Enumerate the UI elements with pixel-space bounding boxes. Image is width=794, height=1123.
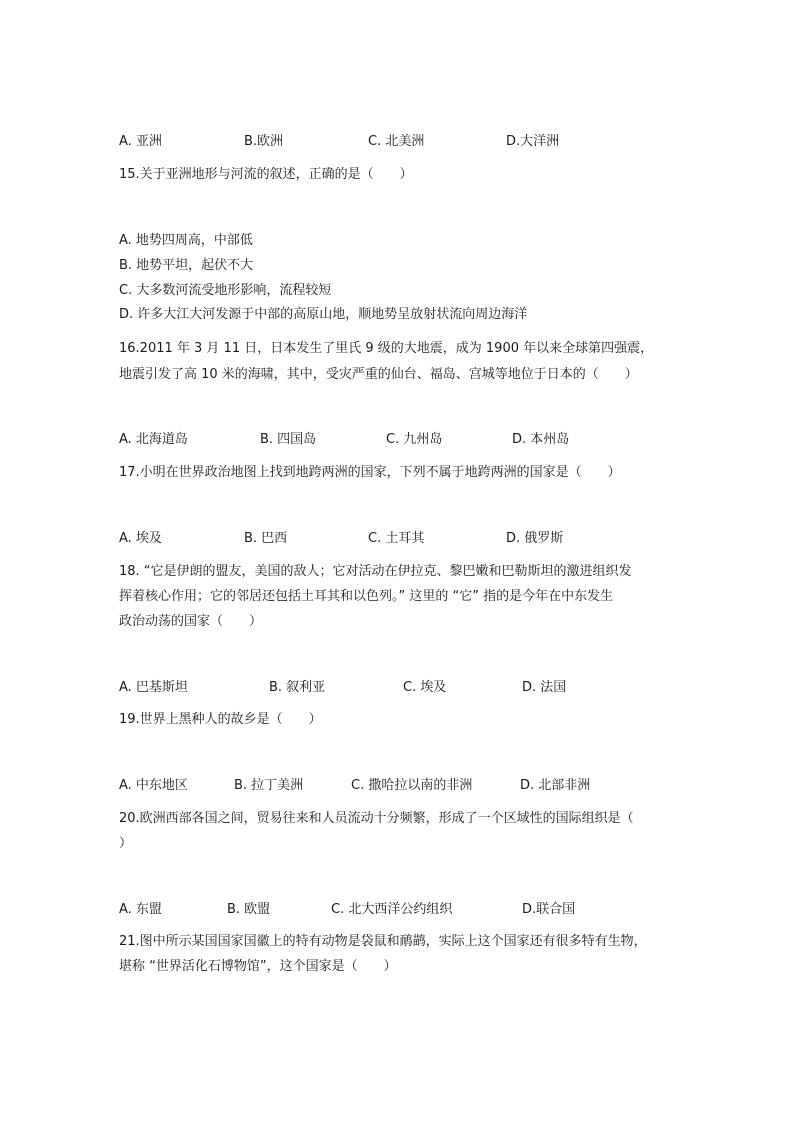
q19-option-b: B. 拉丁美洲: [234, 778, 304, 793]
q16-stem-line-1: 16.2011 年 3 月 11 日，日本发生了里氏 9 级的大地震，成为 1900 年以来全球第四强震，: [119, 341, 654, 356]
q21-stem-line-2: 堪称 “世界活化石博物馆”，这个国家是（ ）: [119, 959, 397, 974]
q20-option-c: C. 北大西洋公约组织: [331, 902, 453, 917]
q17-option-b: B. 巴西: [244, 531, 288, 546]
q18-option-d: D. 法国: [522, 680, 567, 695]
q19-option-d: D. 北部非洲: [520, 778, 591, 793]
q20-stem-line-2: ）: [119, 836, 133, 851]
q18-option-b: B. 叙利亚: [269, 680, 326, 695]
q17-option-c: C. 土耳其: [368, 531, 425, 546]
q14-option-c: C. 北美洲: [368, 134, 425, 149]
q15-option-c: C. 大多数河流受地形影响，流程较短: [119, 283, 332, 298]
q16-option-c: C. 九州岛: [386, 432, 443, 447]
q15-stem: 15.关于亚洲地形与河流的叙述，正确的是（ ）: [119, 167, 413, 182]
q18-stem-line-2: 挥着核心作用；它的邻居还包括土耳其和以色列。” 这里的 “它” 指的是今年在中东发生: [119, 589, 614, 604]
q15-option-d: D. 许多大江大河发源于中部的高原山地，顺地势呈放射状流向周边海洋: [119, 307, 528, 322]
q20-option-d: D.联合国: [522, 902, 576, 917]
q19-option-c: C. 撒哈拉以南的非洲: [351, 778, 473, 793]
q18-stem-line-3: 政治动荡的国家（ ）: [119, 614, 263, 629]
q16-option-b: B. 四国岛: [260, 432, 317, 447]
q14-option-a: A. 亚洲: [119, 134, 162, 149]
q20-stem-line-1: 20.欧洲西部各国之间，贸易往来和人员流动十分频繁，形成了一个区域性的国际组织是（: [119, 811, 634, 826]
q19-option-a: A. 中东地区: [119, 778, 188, 793]
q20-option-b: B. 欧盟: [227, 902, 271, 917]
q14-option-d: D.大洋洲: [506, 134, 560, 149]
q14-option-b: B.欧洲: [244, 134, 284, 149]
q16-option-a: A. 北海道岛: [119, 432, 188, 447]
q15-option-b: B. 地势平坦，起伏不大: [119, 258, 254, 273]
q16-stem-line-2: 地震引发了高 10 米的海啸，其中，受灾严重的仙台、福岛、宫城等地位于日本的（ ）: [119, 367, 638, 382]
q15-option-a: A. 地势四周高，中部低: [119, 233, 253, 248]
q18-stem-line-1: 18. “它是伊朗的盟友，美国的敌人；它对活动在伊拉克、黎巴嫩和巴勒斯坦的激进组织发: [119, 564, 632, 579]
q20-option-a: A. 东盟: [119, 902, 162, 917]
q19-stem: 19.世界上黑种人的故乡是（ ）: [119, 712, 322, 727]
q17-stem: 17.小明在世界政治地图上找到地跨两洲的国家，下列不属于地跨两洲的国家是（ ）: [119, 465, 621, 480]
q17-option-d: D. 俄罗斯: [506, 531, 564, 546]
q17-option-a: A. 埃及: [119, 531, 162, 546]
q18-option-a: A. 巴基斯坦: [119, 680, 188, 695]
q21-stem-line-1: 21.图中所示某国国家国徽上的特有动物是袋鼠和鸸鹋，实际上这个国家还有很多特有生物，: [119, 934, 647, 949]
q18-option-c: C. 埃及: [403, 680, 447, 695]
q16-option-d: D. 本州岛: [512, 432, 570, 447]
